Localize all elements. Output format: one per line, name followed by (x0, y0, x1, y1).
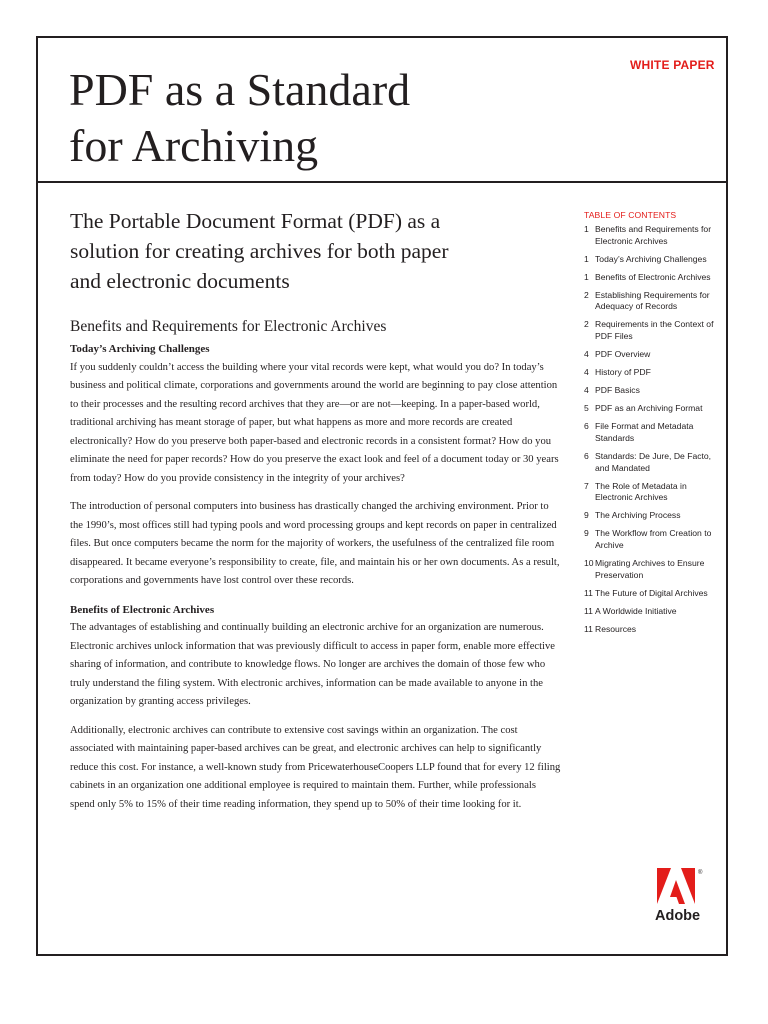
toc-page-number: 6 (584, 421, 589, 432)
subheading-benefits: Benefits of Electronic Archives (70, 603, 215, 616)
toc-page-number: 10 (584, 558, 594, 569)
toc-item-label: Standards: De Jure, De Facto, and Mandated (595, 450, 712, 473)
toc-item[interactable] (584, 421, 720, 445)
toc-item-label: The Archiving Process (595, 510, 681, 521)
page-title-line-2: for Archiving (69, 120, 319, 171)
toc-page-number: 2 (584, 319, 589, 330)
adobe-wordmark: Adobe (655, 908, 701, 924)
toc-page-number: 5 (584, 403, 589, 414)
toc-item[interactable] (584, 588, 720, 600)
subtitle-line-1: The Portable Document Format (PDF) as a (70, 209, 441, 233)
page-title-line-1: PDF as a Standard (69, 64, 411, 115)
toc-page-number: 9 (584, 510, 589, 521)
subtitle-line-3: and electronic documents (70, 269, 290, 293)
toc-page-number: 4 (584, 349, 589, 360)
paragraph-4: Additionally, electronic archives can contribute to extensive cost savings within an organization. The cost associated with maintaining paper-based archives can be great, and electronic archives can help to significantly reduce this cost. For instance, a well-known study from PricewaterhouseCoopers LLP found that for every 12 filing cabinets in an organization one additional employee is required to maintain them. Further, while professionals spend only 5% to 15% of their time reading information, they spend up to 50% of their time looking for it. (70, 724, 561, 810)
paragraph-3: The advantages of establishing and continually building an electronic archive for an organization are numerous. Electronic archives unlock information that was previously difficult to access in paper form, enable more effective sharing of information, and contribute to knowledge flows. No longer are archives the domain of those few who truly understand the filing system. With electronic archives, information can be made available to anyone in the organization by granting access privileges. (70, 622, 555, 707)
adobe-logo-registered-mark: ® (698, 870, 703, 876)
table-of-contents (584, 210, 720, 642)
toc-item[interactable] (584, 481, 720, 505)
toc-item[interactable] (584, 349, 720, 361)
toc-page-number: 1 (584, 271, 589, 282)
toc-item[interactable] (584, 290, 720, 314)
page-title (69, 62, 569, 174)
adobe-logo-right-shape (681, 868, 695, 904)
toc-item[interactable] (584, 528, 720, 552)
paragraph-1: If you suddenly couldn’t access the building where your vital records were kept, what would you do? In today’s business and political climate, corporations and governments around the world are beginning to pay close attention to their processes and the resulting record archives that they are—or are not—keeping. In a paper-based world, traditional archiving has meant storage of paper, but what happens as more and more records are created electronically? How do you preserve both paper-based and electronic records in a consistent format? How do you eliminate the need for paper records? How do you preserve the exact look and feel of a document today or 30 years from today? How do you provide consistency in the integrity of your archives? (70, 361, 559, 484)
toc-page-number: 9 (584, 528, 589, 539)
toc-item-label: A Worldwide Initiative (595, 605, 677, 616)
header-divider (36, 181, 728, 183)
toc-item[interactable] (584, 367, 720, 379)
adobe-logo-center-shape (670, 880, 685, 904)
adobe-logo-left-shape (657, 868, 671, 904)
toc-item[interactable] (584, 319, 720, 343)
toc-item[interactable] (584, 558, 720, 582)
paragraph-2: The introduction of personal computers into business has drastically changed the archiving environment. Prior to the 1990’s, most offices still had typing pools and word processing groups and kept records on paper in centralized files. But once computers became the norm for the majority of workers, the usefulness of the centralized file room disappeared. It became everyone’s responsibility to create, file, and maintain his or her own documents. As a result, corporations and governments have lost control over these records. (70, 501, 560, 586)
toc-page-number: 7 (584, 480, 589, 491)
toc-item[interactable] (584, 451, 720, 475)
subtitle (70, 206, 540, 296)
toc-page-number: 4 (584, 367, 589, 378)
toc-page-number: 2 (584, 289, 589, 300)
toc-item-label: The Future of Digital Archives (595, 587, 708, 598)
toc-item-label: Requirements in the Context of PDF Files (595, 319, 714, 342)
toc-page-number: 11 (584, 623, 593, 634)
toc-item-label: Resources (595, 623, 637, 634)
toc-item[interactable] (584, 254, 720, 266)
toc-page-number: 11 (584, 605, 593, 616)
toc-item-label: Establishing Requirements for Adequacy of Records (595, 289, 710, 312)
document-type-label: WHITE PAPER (630, 58, 715, 72)
toc-item-label: The Role of Metadata in Electronic Archives (595, 480, 687, 503)
toc-page-number: 1 (584, 253, 589, 264)
toc-item-label: Today’s Archiving Challenges (595, 253, 707, 264)
toc-item[interactable] (584, 272, 720, 284)
toc-item[interactable] (584, 510, 720, 522)
toc-item-label: History of PDF (595, 367, 651, 378)
toc-item-label: PDF Basics (595, 385, 640, 396)
toc-item[interactable] (584, 224, 720, 248)
toc-item-label: Benefits and Requirements for Electronic Archives (595, 223, 712, 246)
toc-page-number: 4 (584, 385, 589, 396)
toc-item-label: PDF as an Archiving Format (595, 403, 703, 414)
subtitle-line-2: solution for creating archives for both paper (70, 239, 449, 263)
toc-item-label: Migrating Archives to Ensure Preservation (595, 558, 705, 580)
section-heading: Benefits and Requirements for Electronic Archives (70, 318, 387, 335)
toc-title: TABLE OF CONTENTS (584, 210, 677, 220)
toc-item-label: Benefits of Electronic Archives (595, 271, 711, 282)
toc-page-number: 1 (584, 223, 589, 234)
toc-item[interactable] (584, 385, 720, 397)
toc-item[interactable] (584, 403, 720, 415)
toc-item[interactable] (584, 606, 720, 618)
toc-item-label: PDF Overview (595, 349, 651, 360)
subheading-archiving-challenges: Today’s Archiving Challenges (70, 343, 210, 355)
toc-page-number: 11 (584, 587, 593, 598)
toc-page-number: 6 (584, 450, 589, 461)
toc-item[interactable] (584, 624, 720, 636)
body-text (70, 340, 562, 824)
toc-item-label: File Format and Metadata Standards (595, 421, 694, 443)
toc-item-label: The Workflow from Creation to Archive (595, 528, 712, 551)
